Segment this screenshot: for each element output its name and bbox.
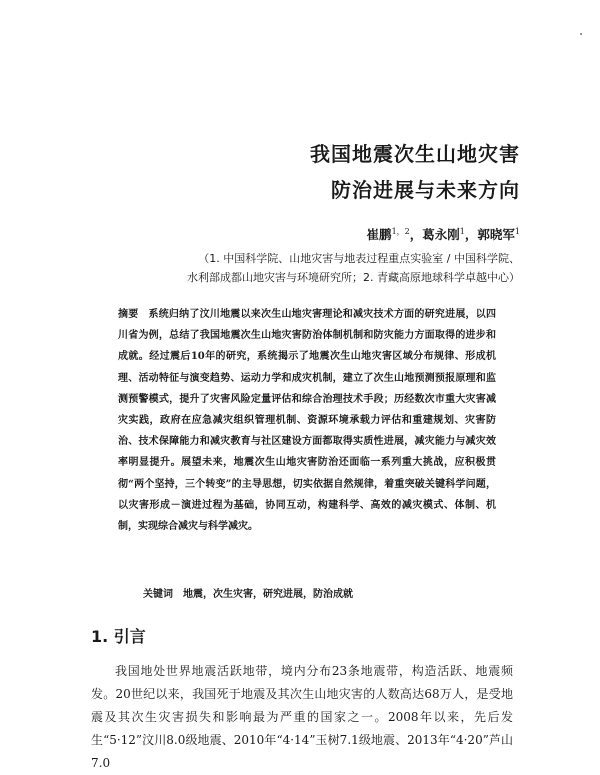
affiliation-line-2: 水利部成都山地灾害与环境研究所；2. 青藏高原地球科学卓越中心）	[187, 271, 520, 284]
author-affiliation-marker: 1	[459, 226, 465, 236]
keywords-label: 关键词	[143, 589, 173, 600]
abstract	[118, 304, 496, 537]
author-affiliation-marker: 1	[514, 226, 520, 236]
author-list: 崔鹏$^{1,2}$，葛永刚$^1$，郭晓军$^1$	[366, 226, 520, 242]
article-title-line-1: 我国地震次生山地灾害	[310, 142, 520, 166]
author-affiliation-marker: 1，2	[391, 226, 410, 236]
keywords	[143, 585, 353, 600]
abstract-label: 摘要	[118, 309, 139, 320]
abstract-text: 系统归纳了汶川地震以来次生山地灾害理论和减灾技术方面的研究进展，以四川省为例，总结了我国地震次生山地灾害防治体制机制和防灾能力方面取得的进步和成就。经过震后10年的研究，系统揭示了地震次生山地灾害区域分布规律、形成机理、活动特征与演变趋势、运动力学和成灾机制，建立了次生山地预测预报原理和监测预警模式，提升了灾害风险定量评估和综合治理技术手段；历经数次市重大灾害减灾实践，政府在应急减灾组织管理机制、资源环境承载力评估和重建规划、灾害防治、技术保障能力和减灾教育与社区建设方面都取得实质性进展，减灾能力与减灾效率明显提升。展望未来，地震次生山地灾害防治还面临一系列重大挑战，应积极贯彻“两个坚持，三个转变”的主导思想，切实依据自然规律，着重突破关键科学问题，以灾害形成－演进过程为基础，协同互动，构建科学、高效的减灾模式、体制、机制，实现综合减灾与科学减灾。	[118, 309, 497, 533]
page-mark	[580, 33, 582, 35]
article-title-line-2: 防治进展与未来方向	[331, 178, 520, 202]
author-name: 郭晓军	[477, 227, 515, 242]
section-heading: 1. 引言	[91, 627, 146, 646]
keywords-text: 地震，次生灾害，研究进展，防治成就	[183, 589, 353, 600]
body-paragraph: 我国地处世界地震活跃地带，境内分布23条地震带，构造活跃、地震频发。20世纪以来，我国死于地震及其次生山地灾害的人数高达68万人，是受地震及其次生灾害损失和影响最为严重的国家之一。2008年以来，先后发生“5·12”汶川8.0级地震、2010年“4·14”玉树7.1级地震、2013年“4·20”芦山7.0	[91, 664, 513, 770]
author-name: 葛永刚	[422, 227, 460, 242]
author-name: 崔鹏	[366, 227, 392, 242]
affiliation-line-1: （1. 中国科学院、山地灾害与地表过程重点实验室 / 中国科学院、	[198, 252, 520, 265]
